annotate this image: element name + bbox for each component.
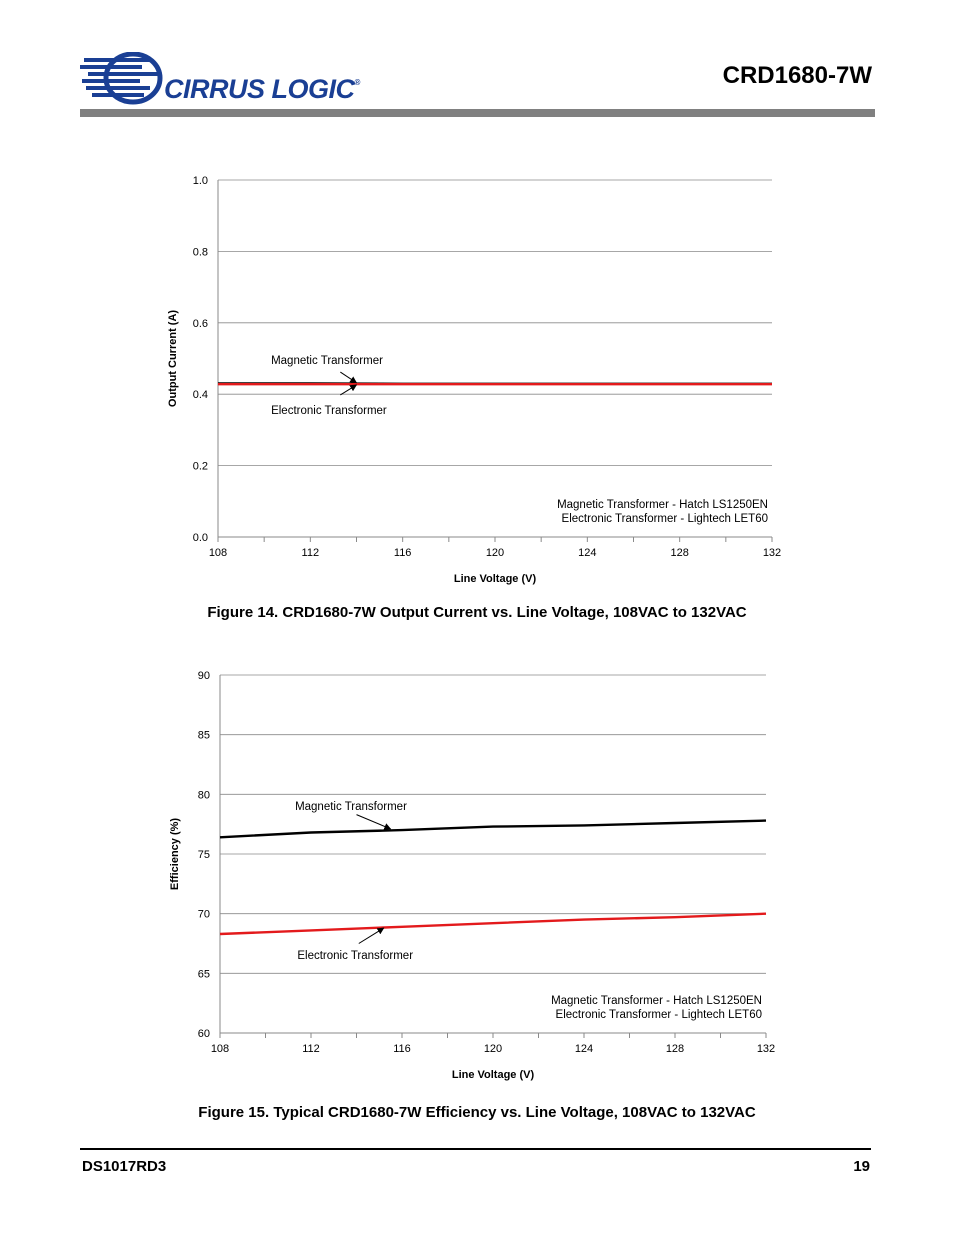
x-tick-label: 124	[578, 547, 597, 559]
y-tick-label: 0.6	[192, 317, 208, 330]
x-tick-label: 132	[756, 1043, 776, 1055]
annotation-arrow	[359, 928, 384, 944]
company-name: CIRRUS LOGIC®	[164, 74, 360, 104]
x-axis-title: Line Voltage (V)	[453, 573, 537, 585]
legend-note-line: Magnetic Transformer - Hatch LS1250EN	[557, 499, 768, 511]
annotation-arrow	[340, 372, 356, 383]
x-tick-label: 128	[665, 1043, 685, 1055]
annotation-arrow	[340, 385, 356, 395]
x-tick-label: 112	[301, 547, 320, 559]
x-tick-label: 124	[574, 1043, 594, 1055]
x-tick-label: 116	[393, 1043, 411, 1055]
y-axis-title: Output Current (A)	[167, 309, 179, 408]
output-current-chart	[160, 170, 800, 590]
footer-rule	[80, 1148, 871, 1150]
annotation-label: Electronic Transformer	[297, 950, 414, 963]
x-axis-title: Line Voltage (V)	[451, 1069, 535, 1081]
y-tick-label: 0.4	[192, 389, 208, 402]
y-tick-label: 80	[197, 789, 210, 802]
annotation-arrow	[357, 815, 391, 829]
figure-14-caption: Figure 14. CRD1680-7W Output Current vs. Line Voltage, 108VAC to 132VAC	[207, 604, 747, 621]
x-tick-label: 128	[670, 547, 689, 559]
y-tick-label: 65	[197, 968, 210, 981]
y-tick-label: 85	[197, 729, 210, 742]
figure-15-caption: Figure 15. Typical CRD1680-7W Efficiency vs. Line Voltage, 108VAC to 132VAC	[198, 1104, 756, 1121]
legend-note-line: Magnetic Transformer - Hatch LS1250EN	[551, 995, 762, 1007]
x-tick-label: 120	[485, 547, 505, 559]
page-number: 19	[853, 1158, 870, 1175]
x-tick-label: 108	[208, 547, 228, 559]
y-axis-title: Efficiency (%)	[169, 817, 181, 891]
x-tick-label: 132	[762, 547, 782, 559]
legend-note-line: Electronic Transformer - Lightech LET60	[561, 513, 768, 525]
y-tick-label: 0.0	[192, 532, 208, 544]
series-line-electronic	[220, 914, 766, 934]
y-tick-label: 75	[197, 849, 210, 861]
annotation-label: Magnetic Transformer	[295, 800, 407, 813]
x-tick-label: 108	[210, 1043, 230, 1055]
logo-swoosh-icon	[80, 54, 160, 102]
x-tick-label: 112	[302, 1043, 320, 1055]
y-tick-label: 0.8	[192, 246, 208, 259]
document-number: DS1017RD3	[82, 1158, 167, 1175]
document-title: CRD1680-7W	[722, 62, 872, 89]
y-tick-label: 0.2	[192, 460, 208, 473]
y-tick-label: 90	[197, 670, 210, 682]
y-tick-label: 1.0	[192, 175, 208, 187]
x-tick-label: 120	[483, 1043, 503, 1055]
x-tick-label: 116	[393, 547, 412, 559]
legend-note-line: Electronic Transformer - Lightech LET60	[555, 1009, 762, 1021]
efficiency-chart	[160, 665, 800, 1085]
y-tick-label: 70	[197, 908, 210, 921]
series-line-magnetic	[220, 821, 766, 838]
header-bar	[80, 109, 875, 117]
annotation-label: Electronic Transformer	[271, 404, 387, 417]
y-tick-label: 60	[197, 1028, 210, 1040]
annotation-label: Magnetic Transformer	[271, 354, 383, 367]
